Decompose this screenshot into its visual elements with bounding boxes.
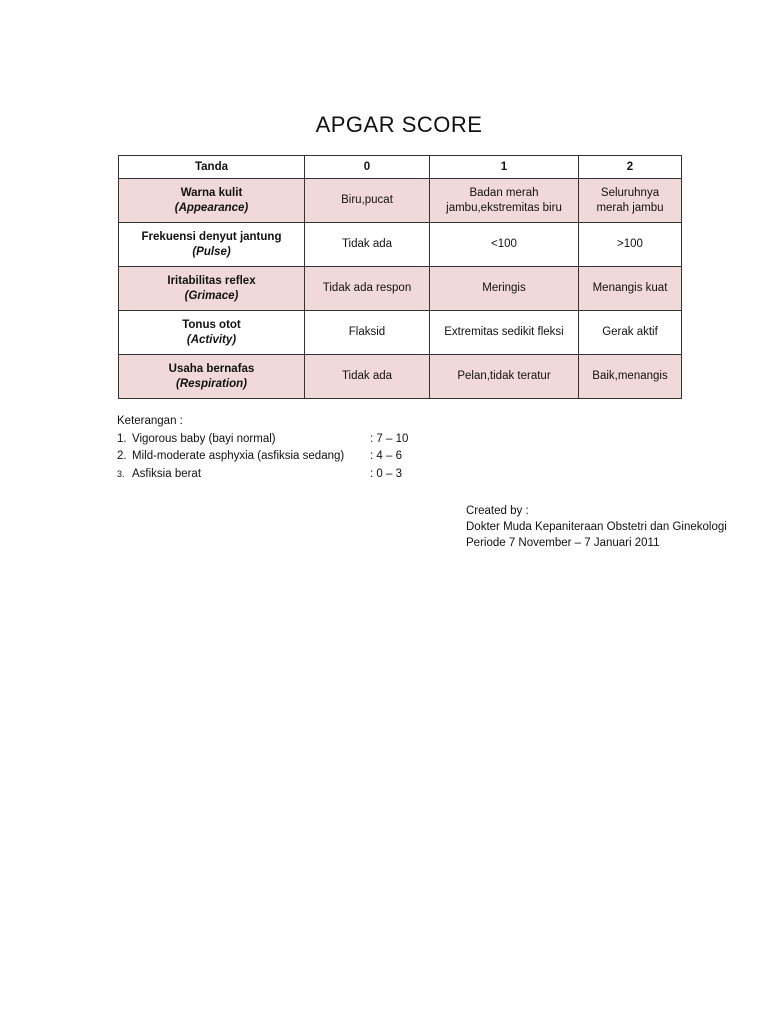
table-row-activity xyxy=(119,311,682,355)
score-2-cell: >100 xyxy=(579,223,682,267)
table-row-pulse xyxy=(119,223,682,267)
credits-author: Dokter Muda Kepaniteraan Obstetri dan Ginekologi xyxy=(466,521,727,533)
sign-name: Tonus otot xyxy=(182,318,241,331)
score-0-cell: Biru,pucat xyxy=(305,179,430,223)
list-item xyxy=(117,448,437,466)
sign-name: Frekuensi denyut jantung xyxy=(141,230,282,243)
apgar-table xyxy=(118,155,682,399)
score-2-cell: Gerak aktif xyxy=(579,311,682,355)
header-score-0: 0 xyxy=(305,156,430,179)
score-2-cell: Menangis kuat xyxy=(579,267,682,311)
sign-english: (Pulse) xyxy=(192,245,231,258)
sign-cell xyxy=(119,267,305,311)
score-0-cell: Tidak ada respon xyxy=(305,267,430,311)
list-number: 2. xyxy=(117,450,127,462)
page-title: APGAR SCORE xyxy=(315,112,483,137)
score-1-line: jambu,ekstremitas biru xyxy=(446,201,562,214)
score-0-cell: Flaksid xyxy=(305,311,430,355)
score-1-cell: Extremitas sedikit fleksi xyxy=(430,311,579,355)
score-range: : 0 – 3 xyxy=(370,467,402,480)
notes-section xyxy=(117,413,437,483)
sign-name: Usaha bernafas xyxy=(168,362,255,375)
sign-english: (Respiration) xyxy=(176,377,247,390)
score-1-line: Badan merah xyxy=(469,186,539,199)
list-item xyxy=(117,466,437,484)
sign-english: (Appearance) xyxy=(174,201,249,214)
list-number: 1. xyxy=(117,432,127,445)
table-row-respiration xyxy=(119,355,682,399)
header-sign: Tanda xyxy=(119,156,305,179)
credits-label: Created by : xyxy=(466,505,529,517)
score-range: : 4 – 6 xyxy=(370,450,402,462)
table-row-grimace xyxy=(119,267,682,311)
list-number: 3. xyxy=(117,468,125,479)
score-1-cell: Pelan,tidak teratur xyxy=(430,355,579,399)
list-text: Mild-moderate asphyxia (asfiksia sedang) xyxy=(132,450,345,462)
score-2-line: merah jambu xyxy=(596,201,664,214)
score-2-line: Seluruhnya xyxy=(600,186,660,199)
sign-english: (Grimace) xyxy=(184,289,239,302)
list-text: Vigorous baby (bayi normal) xyxy=(132,432,276,445)
sign-cell xyxy=(119,223,305,267)
score-1-cell: Meringis xyxy=(430,267,579,311)
sign-english: (Activity) xyxy=(186,333,237,346)
score-1-cell xyxy=(430,179,579,223)
notes-heading: Keterangan : xyxy=(117,415,183,427)
score-1-cell: <100 xyxy=(430,223,579,267)
credits-block xyxy=(466,503,727,551)
sign-cell xyxy=(119,311,305,355)
sign-name: Warna kulit xyxy=(180,186,243,199)
sign-name: Iritabilitas reflex xyxy=(167,274,256,287)
sign-cell xyxy=(119,355,305,399)
header-score-1: 1 xyxy=(430,156,579,179)
table-row-appearance xyxy=(119,179,682,223)
score-0-cell: Tidak ada xyxy=(305,223,430,267)
list-text: Asfiksia berat xyxy=(132,467,202,480)
header-score-2: 2 xyxy=(579,156,682,179)
score-2-cell xyxy=(579,179,682,223)
table-header-row xyxy=(119,156,682,179)
sign-cell xyxy=(119,179,305,223)
credits-period: Periode 7 November – 7 Januari 2011 xyxy=(466,537,660,549)
score-0-cell: Tidak ada xyxy=(305,355,430,399)
score-2-cell: Baik,menangis xyxy=(579,355,682,399)
score-range: : 7 – 10 xyxy=(370,432,409,445)
list-item xyxy=(117,431,437,449)
